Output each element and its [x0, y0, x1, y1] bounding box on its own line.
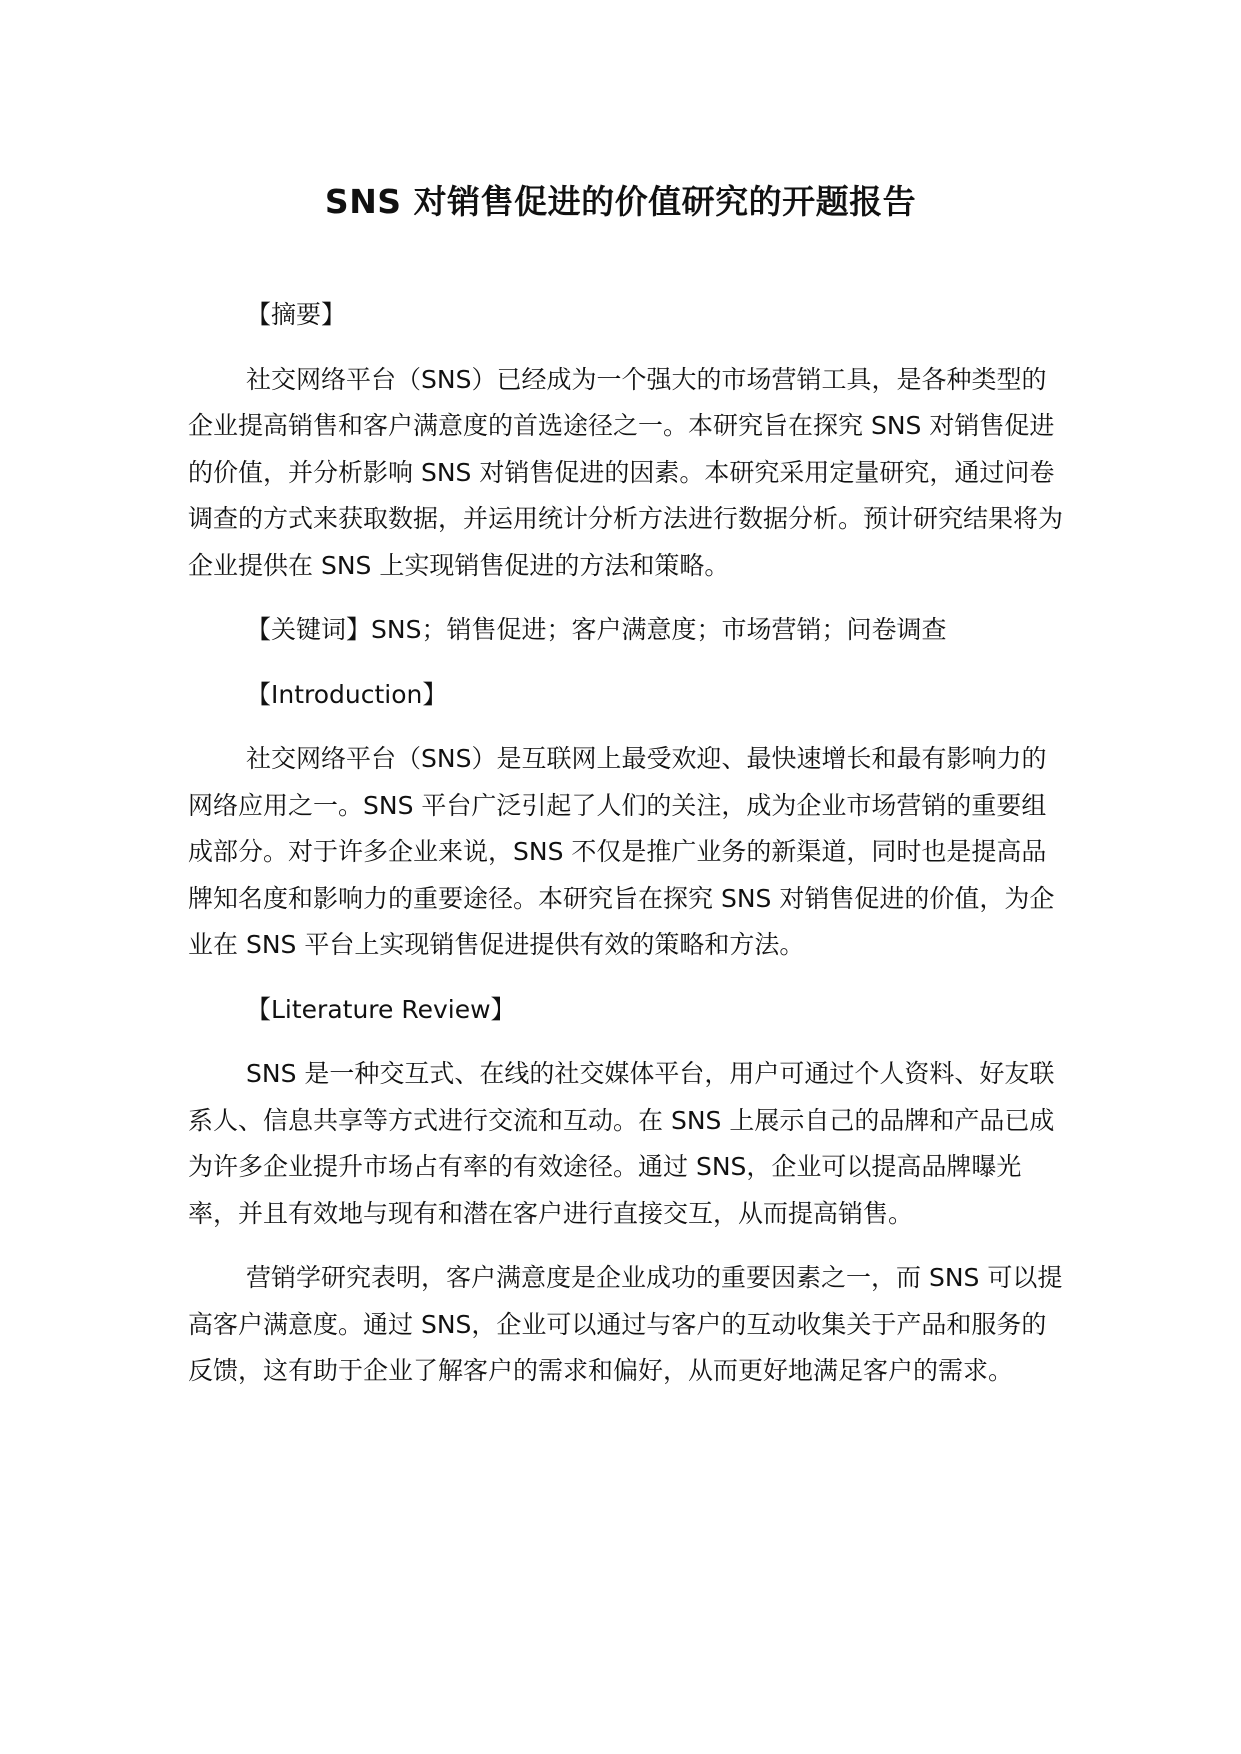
literature-paragraph: 营销学研究表明，客户满意度是企业成功的重要因素之一，而 SNS 可以提高客户满意度。通过 SNS，企业可以通过与客户的互动收集关于产品和服务的反馈，这有助于企业了解客户的需求和偏好，从而更好地满足客户的需求。: [188, 1263, 1063, 1385]
literature-review-heading: 【Literature Review】: [246, 994, 516, 1024]
document-title: SNS 对销售促进的价值研究的开题报告: [324, 182, 917, 221]
keywords-line: 【关键词】SNS；销售促进；客户满意度；市场营销；问卷调查: [246, 615, 947, 644]
abstract-paragraph: 社交网络平台（SNS）已经成为一个强大的市场营销工具，是各种类型的企业提高销售和客户满意度的首选途径之一。本研究旨在探究 SNS 对销售促进的价值，并分析影响 SNS 对销售促进的因素。本研究采用定量研究，通过问卷调查的方式来获取数据，并运用统计分析方法进行数据分析。预计研究结果将为企业提供在 SNS 上实现销售促进的方法和策略。: [188, 364, 1064, 580]
introduction-heading: 【Introduction】: [246, 679, 448, 709]
introduction-paragraph: 社交网络平台（SNS）是互联网上最受欢迎、最快速增长和最有影响力的网络应用之一。SNS 平台广泛引起了人们的关注，成为企业市场营销的重要组成部分。对于许多企业来说，SNS 不仅是推广业务的新渠道，同时也是提高品牌知名度和影响力的重要途径。本研究旨在探究 SNS 对销售促进的价值，为企业在 SNS 平台上实现销售促进提供有效的策略和方法。: [188, 744, 1055, 959]
abstract-heading: 【摘要】: [246, 300, 347, 329]
literature-paragraph: SNS 是一种交互式、在线的社交媒体平台，用户可通过个人资料、好友联系人、信息共享等方式进行交流和互动。在 SNS 上展示自己的品牌和产品已成为许多企业提升市场占有率的有效途径。通过 SNS，企业可以提高品牌曝光率，并且有效地与现有和潜在客户进行直接交互，从而提高销售。: [188, 1059, 1055, 1228]
document-body: [188, 292, 1070, 1413]
